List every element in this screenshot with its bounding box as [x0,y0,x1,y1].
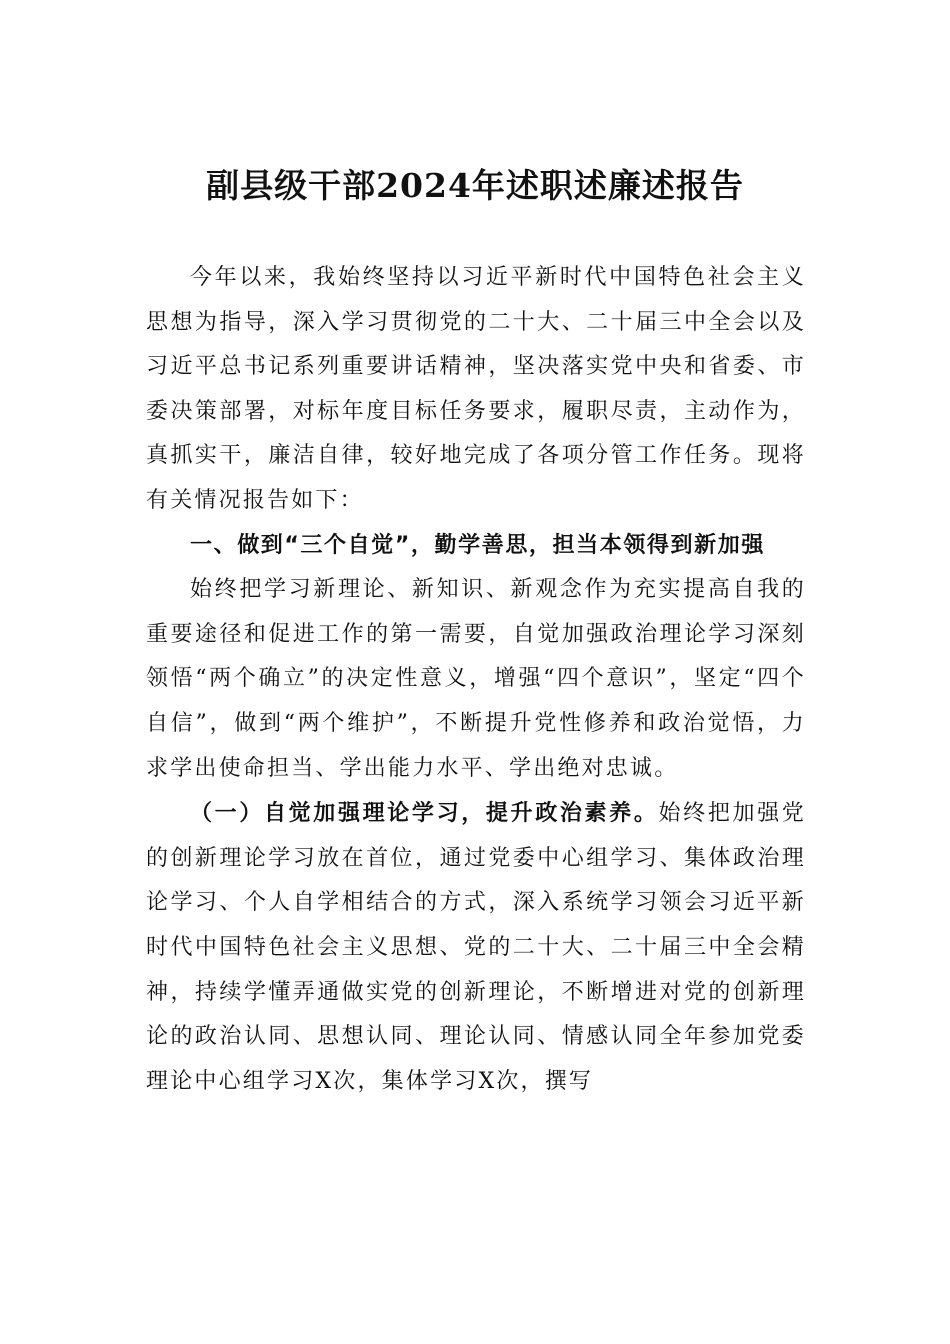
section-1-paragraph: 始终把学习新理论、新知识、新观念作为充实提高自我的重要途径和促进工作的第一需要，自觉加强政治理论学习深刻领悟“两个确立”的决定性意义，增强“四个意识”，坚定“四个自信”，做到“两个维护”，不断提升党性修养和政治觉悟，力求学出使命担当、学出能力水平、学出绝对忠诚。 [146,577,806,781]
subsection-1-paragraph [146,791,806,1104]
document-body [146,256,806,1104]
subsection-1-lead: （一）自觉加强理论学习，提升政治素养。 [190,800,659,827]
document-title: 副县级干部2024年述职述廉述报告 [206,166,744,205]
section-1-heading: 一、做到“三个自觉”，勤学善思，担当本领得到新加强 [190,532,765,558]
intro-paragraph: 今年以来，我始终坚持以习近平新时代中国特色社会主义思想为指导，深入学习贯彻党的二十大、二十届三中全会以及习近平总书记系列重要讲话精神，坚决落实党中央和省委、市委决策部署，对标年度目标任务要求，履职尽责，主动作为，真抓实干，廉洁自律，较好地完成了各项分管工作任务。现将有关情况报告如下： [146,265,806,513]
subsection-1-body: 始终把加强党的创新理论学习放在首位，通过党委中心组学习、集体政治理论学习、个人自学相结合的方式，深入系统学习领会习近平新时代中国特色社会主义思想、党的二十大、二十届三中全会精神，持续学懂弄通做实党的创新理论，不断增进对党的创新理论的政治认同、思想认同、理论认同、情感认同全年参加党委理论中心组学习X次，集体学习X次，撰写 [146,801,806,1094]
